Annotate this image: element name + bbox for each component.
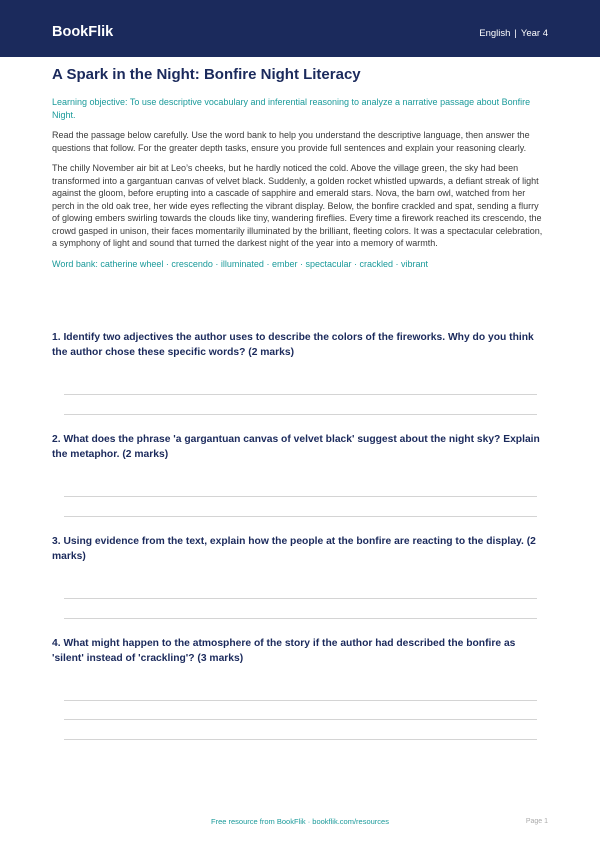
answer-line[interactable] <box>64 618 537 619</box>
answer-line[interactable] <box>64 414 537 415</box>
instructions-paragraph: Read the passage below carefully. Use the word bank to help you understand the descriptive language, then answer the questions that follow. For the greater depth tasks, ensure you provide full sentences and explain your reasoning clearly. <box>52 130 530 153</box>
brand-logo: BookFlik <box>52 24 114 40</box>
footer-credit: Free resource from BookFlik · bookflik.com/resources <box>211 817 389 826</box>
answer-line[interactable] <box>64 394 537 395</box>
page-title: A Spark in the Night: Bonfire Night Literacy <box>52 66 361 83</box>
word-bank: Word bank: catherine wheel · crescendo · illuminated · ember · spectacular · crackled · vibrant <box>52 258 428 269</box>
header-meta <box>479 27 548 41</box>
page-number: Page 1 <box>525 818 548 825</box>
worksheet-content <box>52 64 548 270</box>
question-text: 1. Identify two adjectives the author uses to describe the colors of the fireworks. Why do you think the author chose these specific words? (2 marks) <box>52 332 534 358</box>
question-text: 2. What does the phrase 'a gargantuan canvas of velvet black' suggest about the night sky? Explain the metaphor. (2 marks) <box>52 434 540 460</box>
answer-line[interactable] <box>64 700 537 701</box>
question-3 <box>52 535 548 564</box>
year-label: Year 4 <box>520 28 548 39</box>
header-separator: | <box>514 28 517 39</box>
question-1 <box>52 331 548 360</box>
answer-line[interactable] <box>64 516 537 517</box>
header-bar <box>0 0 600 57</box>
answer-line[interactable] <box>64 739 537 740</box>
passage-paragraph: The chilly November air bit at Leo’s cheeks, but he hardly noticed the cold. Above the village green, the sky had been transformed into a gargantuan canvas of velvet black. Suddenly, a golden rocket whistled upwards, a defiant streak of light against the gloom, before erupting into a cascade of sapphire and emerald stars. Nova, the barn owl, watched from her perch in the old oak tree, her wide eyes reflecting the vibrant display. Below, the bonfire crackled and spat, sending a flurry of glowing embers swirling towards the clouds like tiny, wandering fireflies. Every time a firework reached its crescendo, the crowd gasped in unison, their faces momentarily illuminated by the brilliant, fleeting colors. It was a spectacular celebration, a symphony of light and sound that turned the darkest night of the year into a memory of warmth. <box>52 163 543 248</box>
answer-line[interactable] <box>64 719 537 720</box>
question-text: 3. Using evidence from the text, explain how the people at the bonfire are reacting to the display. (2 marks) <box>52 536 536 562</box>
subject-label: English <box>479 28 511 39</box>
question-4 <box>52 637 548 666</box>
question-text: 4. What might happen to the atmosphere of the story if the author had described the bonfire as 'silent' instead of 'crackling'? (3 marks) <box>52 638 516 664</box>
answer-line[interactable] <box>64 496 537 497</box>
answer-line[interactable] <box>64 598 537 599</box>
question-2 <box>52 433 548 462</box>
learning-objective: Learning objective: To use descriptive vocabulary and inferential reasoning to analyze a narrative passage about Bonfire Night. <box>52 97 531 120</box>
